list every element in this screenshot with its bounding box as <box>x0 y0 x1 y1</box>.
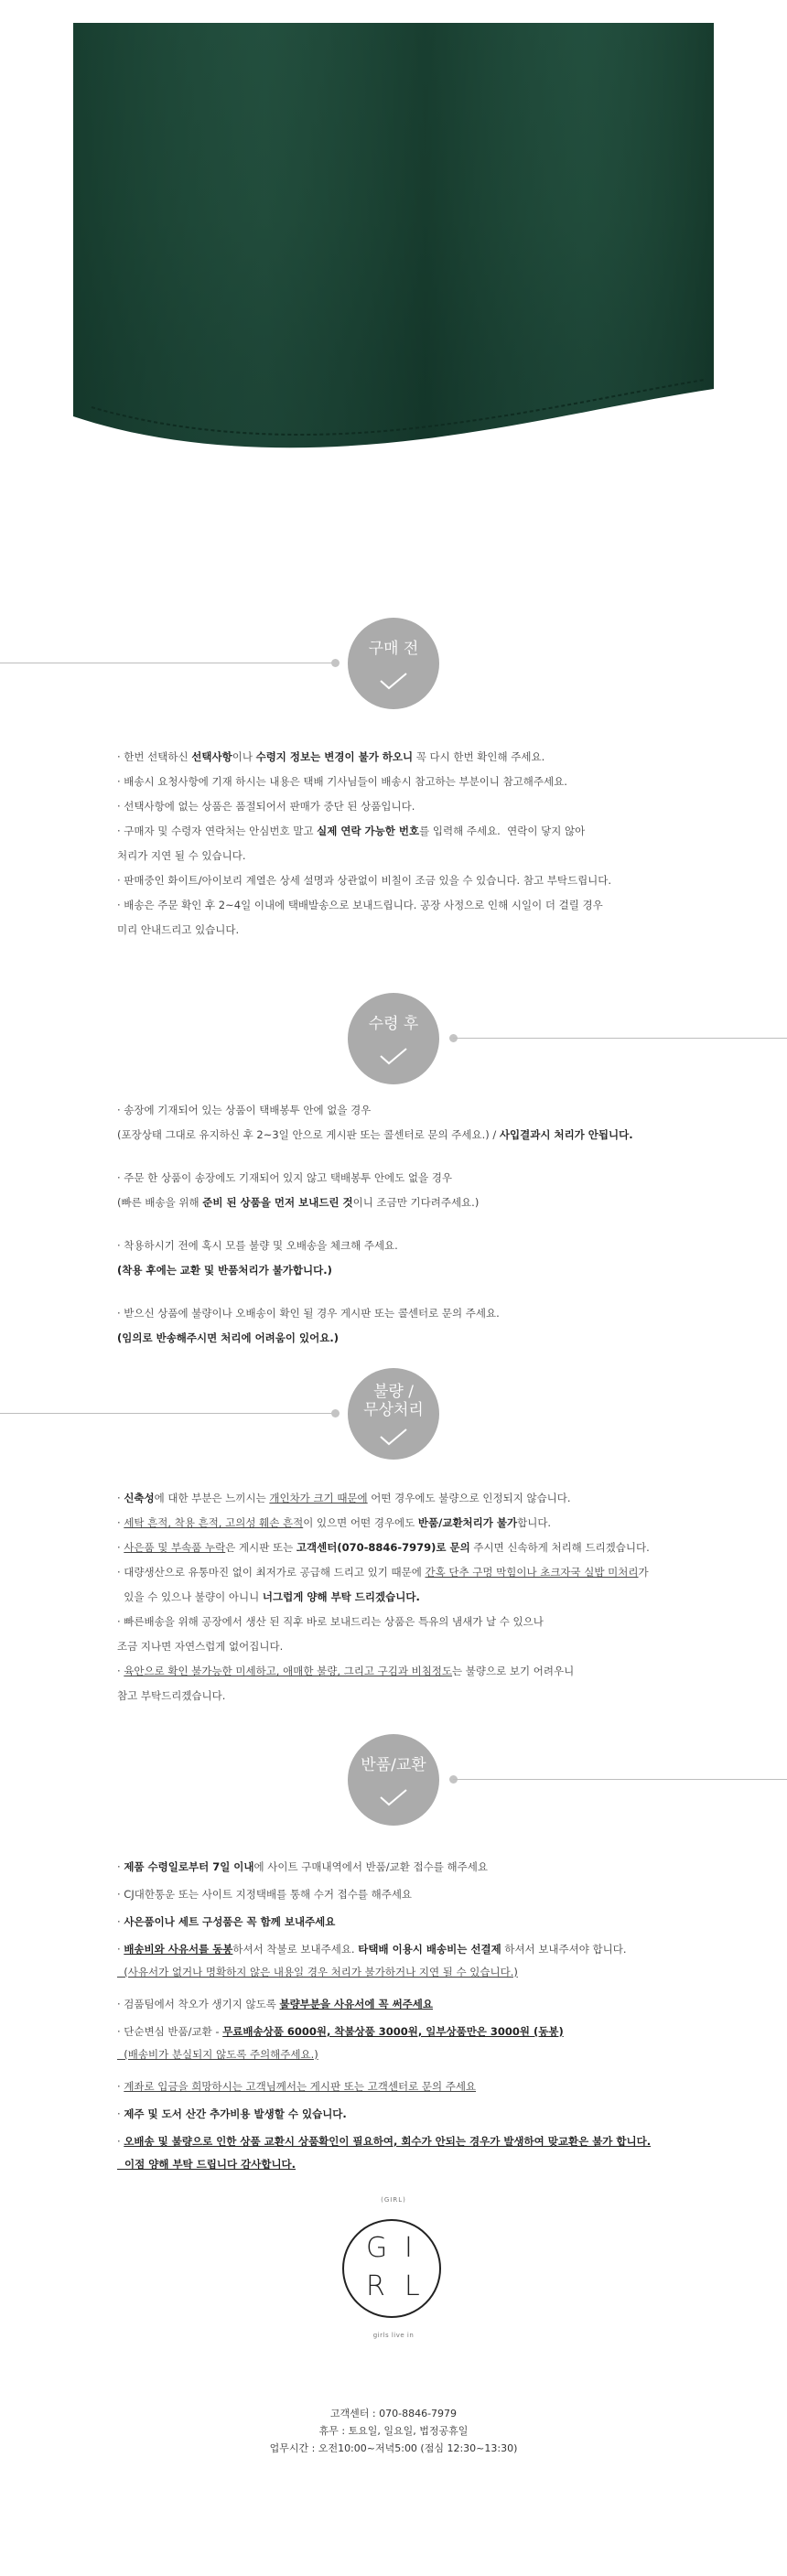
section-badge <box>348 1368 439 1460</box>
phone-text: 고객센터 : 070-8846-7979 <box>329 2408 458 2420</box>
divider-line <box>453 1038 787 1039</box>
note-line: · 세탁 흔적, 착용 흔적, 고의성 훼손 흔적이 있으면 어떤 경우에도 반품/교환처리가 불가합니다. <box>117 1516 552 1529</box>
section-after-receipt <box>0 984 787 1094</box>
divider-dot <box>331 659 340 667</box>
divider-dot <box>331 1409 340 1417</box>
brand-logo <box>342 2219 441 2318</box>
hours-text: 업무시간 : 오전10:00~저녁5:00 (점심 12:30~13:30) <box>269 2442 518 2454</box>
note-line: · 제품 수령일로부터 7일 이내에 사이트 구매내역에서 반품/교환 접수를 해주세요 <box>117 1860 488 1873</box>
note-line: · 배송비와 사유서를 동봉하셔서 착불로 보내주세요. 타택배 이용시 배송비는 선결제 하셔서 보내주셔야 합니다. <box>117 1943 627 1956</box>
note-line: 있을 수 있으나 불량이 아니니 너그럽게 양해 부탁 드리겠습니다. <box>117 1590 420 1603</box>
note-line: · 사은품이나 세트 구성품은 꼭 함께 보내주세요 <box>117 1915 336 1928</box>
note-line: · 대량생산으로 유통마진 없이 최저가로 공급해 드리고 있기 때문에 간혹 단추 구멍 막힘이나 초크자국 실밥 미처리가 <box>117 1566 649 1579</box>
divider-line <box>0 1413 334 1414</box>
note-line: (임의로 반송해주시면 처리에 어려움이 있어요.) <box>117 1331 339 1344</box>
divider-line <box>453 1779 787 1780</box>
note-line: 참고 부탁드리겠습니다. <box>117 1689 226 1702</box>
logo-top-text: (GIRL) <box>381 2196 406 2204</box>
check-icon <box>378 1046 409 1066</box>
section-before-purchase <box>0 609 787 718</box>
section-defect <box>0 1359 787 1469</box>
before-purchase-notes <box>117 745 703 943</box>
note-line: · 송장에 기재되어 있는 상품이 택배봉투 안에 없을 경우 <box>117 1104 372 1116</box>
section-title: 수령 후 <box>368 1015 419 1033</box>
holiday-text: 휴무 : 토요일, 일요일, 법정공휴일 <box>318 2425 469 2437</box>
note-line: · 받으신 상품에 불량이나 오배송이 확인 될 경우 게시판 또는 콜센터로 문의 주세요. <box>117 1307 500 1320</box>
note-line: · 제주 및 도서 산간 추가비용 발생할 수 있습니다. <box>117 2107 347 2120</box>
note-line: (사유서가 없거나 명확하지 않은 내용일 경우 처리가 불가하거나 지연 될 수 있습니다.) <box>117 1966 518 1978</box>
logo-letter: I <box>404 2232 413 2264</box>
note-line: 처리가 지연 될 수 있습니다. <box>117 849 246 862</box>
note-line: · 육안으로 확인 불가능한 미세하고, 애매한 불량, 그리고 구김과 비침정도는 불량으로 보기 어려우니 <box>117 1665 575 1677</box>
note-line: · 선택사항에 없는 상품은 품절되어서 판매가 중단 된 상품입니다. <box>117 800 415 813</box>
note-line: · 신축성에 대한 부분은 느끼시는 개인차가 크기 때문에 어떤 경우에도 불량으로 인정되지 않습니다. <box>117 1492 571 1504</box>
note-line: · 판매중인 화이트/아이보리 계열은 상세 설명과 상관없이 비칠이 조금 있을 수 있습니다. 참고 부탁드립니다. <box>117 874 612 887</box>
check-icon <box>378 1787 409 1807</box>
note-line: · 계좌로 입금을 희망하시는 고객님께서는 게시판 또는 고객센터로 문의 주세요 <box>117 2080 477 2093</box>
logo-letter: L <box>404 2270 420 2302</box>
note-line: (포장상태 그대로 유지하신 후 2~3일 안으로 게시판 또는 콜센터로 문의 주세요.) / 사입결과시 처리가 안됩니다. <box>117 1128 633 1141</box>
note-line: 미리 안내드리고 있습니다. <box>117 923 240 936</box>
note-line: · 주문 한 상품이 송장에도 기재되어 있지 않고 택배봉투 안에도 없을 경우 <box>117 1171 453 1184</box>
note-line: (빠른 배송을 위해 준비 된 상품을 먼저 보내드린 것이니 조금만 기다려주세요.) <box>117 1196 480 1209</box>
return-exchange-notes <box>117 1853 703 2173</box>
note-line: · 단순변심 반품/교환 - 무료배송상품 6000원, 착불상품 3000원, 일부상품만은 3000원 (동봉) <box>117 2025 564 2038</box>
note-line: (착용 후에는 교환 및 반품처리가 불가합니다.) <box>117 1264 332 1277</box>
logo-letter: G <box>366 2232 388 2264</box>
product-photo <box>73 23 714 508</box>
section-badge <box>348 993 439 1084</box>
note-line: · 구매자 및 수령자 연락처는 안심번호 말고 실제 연락 가능한 번호를 입력해 주세요. 연락이 닿지 않아 <box>117 825 586 837</box>
fabric-texture <box>73 23 714 508</box>
section-title-line2: 무상처리 <box>363 1401 424 1419</box>
note-line: · 착용하시기 전에 혹시 모를 불량 및 오배송을 체크해 주세요. <box>117 1239 398 1252</box>
section-badge <box>348 618 439 709</box>
defect-notes <box>117 1486 703 1708</box>
customer-center-info <box>0 2405 787 2457</box>
note-line: · 한번 선택하신 선택사항이나 수령지 정보는 변경이 불가 하오니 꼭 다시 한번 확인해 주세요. <box>117 750 545 763</box>
note-line: · CJ대한통운 또는 사이트 지정택배를 통해 수거 접수를 해주세요 <box>117 1888 413 1901</box>
after-receipt-notes <box>117 1098 703 1351</box>
note-line: · 배송시 요청사항에 기재 하시는 내용은 택배 기사님들이 배송시 참고하는 부분이니 참고해주세요. <box>117 775 567 788</box>
note-line: 조금 지나면 자연스럽게 없어집니다. <box>117 1640 284 1653</box>
note-line: · 검품팀에서 착오가 생기지 않도록 불량부분을 사유서에 꼭 써주세요 <box>117 1998 434 2010</box>
section-title: 구매 전 <box>368 640 419 658</box>
section-return-exchange <box>0 1725 787 1835</box>
note-line: · 사은품 및 부속품 누락은 게시판 또는 고객센터(070-8846-7979)로 문의 주시면 신속하게 처리해 드리겠습니다. <box>117 1541 650 1554</box>
note-line: (배송비가 분실되지 않도록 주의해주세요.) <box>117 2048 318 2061</box>
note-line: · 빠른배송을 위해 공장에서 생산 된 직후 바로 보내드리는 상품은 특유의 냄새가 날 수 있으나 <box>117 1615 544 1628</box>
logo-letter: R <box>366 2270 385 2302</box>
check-icon <box>378 1427 409 1447</box>
check-icon <box>378 671 409 691</box>
logo-bottom-text: girls live in <box>372 2332 415 2339</box>
section-badge <box>348 1734 439 1826</box>
note-line: · 오배송 및 불량으로 인한 상품 교환시 상품확인이 필요하여, 회수가 안되는 경우가 발생하여 맞교환은 불가 합니다. <box>117 2135 652 2148</box>
section-title: 반품/교환 <box>361 1756 426 1774</box>
note-line: 이점 양해 부탁 드립니다 감사합니다. <box>117 2158 296 2171</box>
section-title-line1: 불량 / <box>373 1383 414 1401</box>
note-line: · 배송은 주문 확인 후 2~4일 이내에 택배발송으로 보내드립니다. 공장 사정으로 인해 시일이 더 걸릴 경우 <box>117 899 603 911</box>
